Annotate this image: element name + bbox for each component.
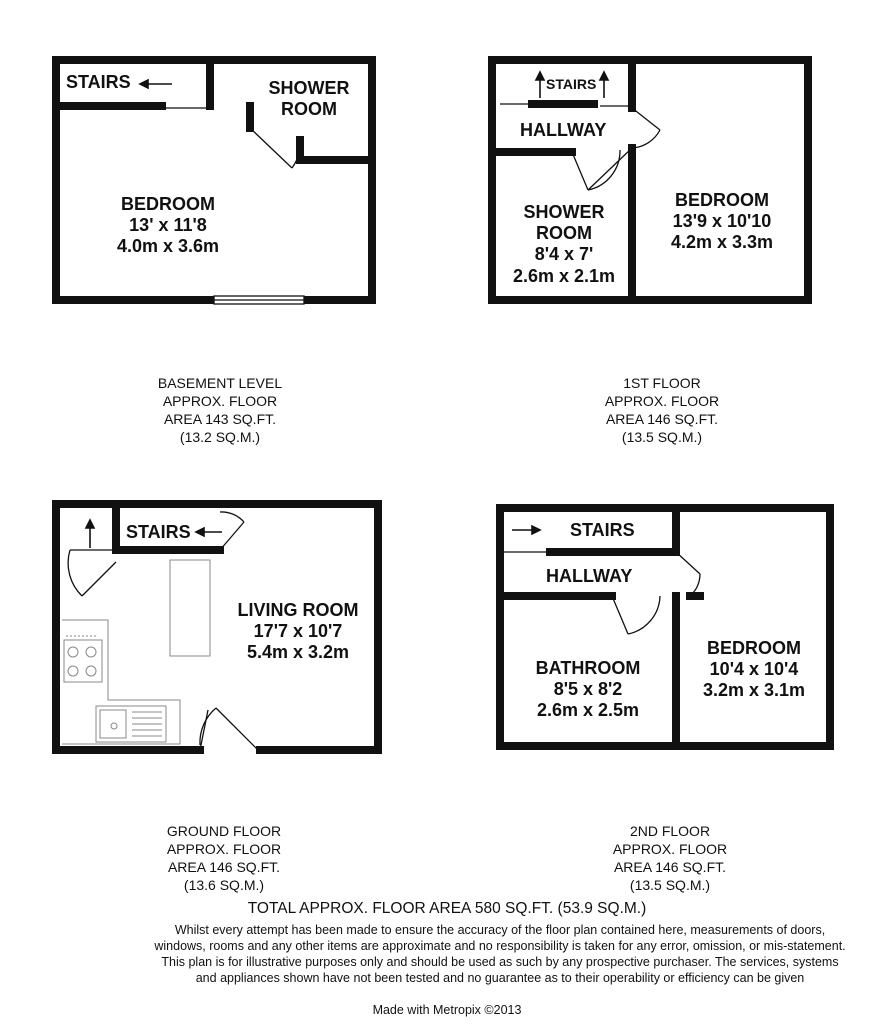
second-floor-bedroom-metric: 3.2m x 3.1m (702, 680, 806, 701)
second-floor-summary-line3: AREA 146 SQ.FT. (613, 859, 727, 875)
basement-summary-line3: AREA 143 SQ.FT. (163, 411, 277, 427)
metropix-credit: Made with Metropix ©2013 (372, 1003, 522, 1017)
basement-bedroom-imperial: 13' x 11'8 (129, 215, 207, 236)
basement-shower-room-label (258, 78, 360, 120)
first-floor-bedroom-label (656, 190, 788, 254)
basement-area-summary (120, 374, 320, 446)
basement-stairs-label: STAIRS (66, 72, 131, 92)
first-floor-bedroom-imperial: 13'9 x 10'10 (672, 211, 772, 232)
basement-summary-line1: BASEMENT LEVEL (157, 375, 283, 391)
basement-bedroom-name: BEDROOM (121, 194, 215, 214)
basement-shower-room-line1: SHOWER (268, 78, 350, 98)
second-floor-summary-line1: 2ND FLOOR (629, 823, 711, 839)
second-floor-area-summary (570, 822, 770, 894)
disclaimer-text: Whilst every attempt has been made to ensure the accuracy of the floor plan contained here, measurements of doors, windows, rooms and any other items are approximate and no responsibility is taken for any error, omission, or mis-statement. This plan is for illustrative purposes only and should be used as such by any prospective purchaser. The services, systems and appliances shown have not been tested and no guarantee as to their operability or efficiency can be given (154, 923, 846, 985)
first-floor-summary-line4: (13.5 SQ.M.) (621, 429, 703, 445)
basement-bedroom-metric: 4.0m x 3.6m (116, 236, 220, 257)
first-floor-stairs-label: STAIRS (546, 76, 597, 92)
second-floor-bathroom-imperial: 8'5 x 8'2 (553, 679, 623, 700)
first-floor-shower-room-label (502, 202, 626, 287)
second-floor-hallway-label: HALLWAY (546, 566, 633, 586)
second-floor-bathroom-name: BATHROOM (535, 658, 641, 678)
first-floor-shower-room-imperial: 8'4 x 7' (534, 244, 594, 265)
second-floor-bedroom-name: BEDROOM (707, 638, 801, 658)
second-floor-summary-line4: (13.5 SQ.M.) (629, 877, 711, 893)
second-floor-bedroom-imperial: 10'4 x 10'4 (709, 659, 799, 680)
ground-floor-summary-line1: GROUND FLOOR (166, 823, 282, 839)
first-floor-bedroom-metric: 4.2m x 3.3m (670, 232, 774, 253)
first-floor-area-summary (562, 374, 762, 446)
second-floor-stairs-label: STAIRS (570, 520, 635, 540)
total-floor-area: TOTAL APPROX. FLOOR AREA 580 SQ.FT. (53.9 SQ.M.) (247, 900, 647, 917)
ground-floor-area-summary (124, 822, 324, 894)
basement-summary-line2: APPROX. FLOOR (162, 393, 278, 409)
first-floor-shower-room-line1: SHOWER (523, 202, 605, 222)
basement-summary-line4: (13.2 SQ.M.) (179, 429, 261, 445)
second-floor-bathroom-label (508, 658, 668, 722)
ground-floor-living-room-metric: 5.4m x 3.2m (246, 642, 350, 663)
second-floor-summary-line2: APPROX. FLOOR (612, 841, 728, 857)
first-floor-bedroom-name: BEDROOM (675, 190, 769, 210)
first-floor-shower-room-line2: ROOM (536, 223, 592, 244)
first-floor-summary-line3: AREA 146 SQ.FT. (605, 411, 719, 427)
ground-floor-summary-line4: (13.6 SQ.M.) (183, 877, 265, 893)
ground-floor-summary-line2: APPROX. FLOOR (166, 841, 282, 857)
ground-floor-living-room-label (226, 600, 370, 664)
ground-floor-living-room-imperial: 17'7 x 10'7 (253, 621, 343, 642)
second-floor-bathroom-metric: 2.6m x 2.5m (536, 700, 640, 721)
first-floor-summary-line2: APPROX. FLOOR (604, 393, 720, 409)
first-floor-shower-room-metric: 2.6m x 2.1m (512, 265, 616, 286)
basement-bedroom-label (100, 194, 236, 258)
ground-floor-living-room-name: LIVING ROOM (237, 600, 359, 620)
ground-floor-summary-line3: AREA 146 SQ.FT. (167, 859, 281, 875)
first-floor-hallway-label: HALLWAY (520, 120, 607, 140)
first-floor-summary-line1: 1ST FLOOR (623, 375, 701, 391)
ground-floor-stairs-label: STAIRS (126, 522, 191, 542)
second-floor-bedroom-label (684, 638, 824, 702)
basement-shower-room-line2: ROOM (281, 99, 337, 120)
